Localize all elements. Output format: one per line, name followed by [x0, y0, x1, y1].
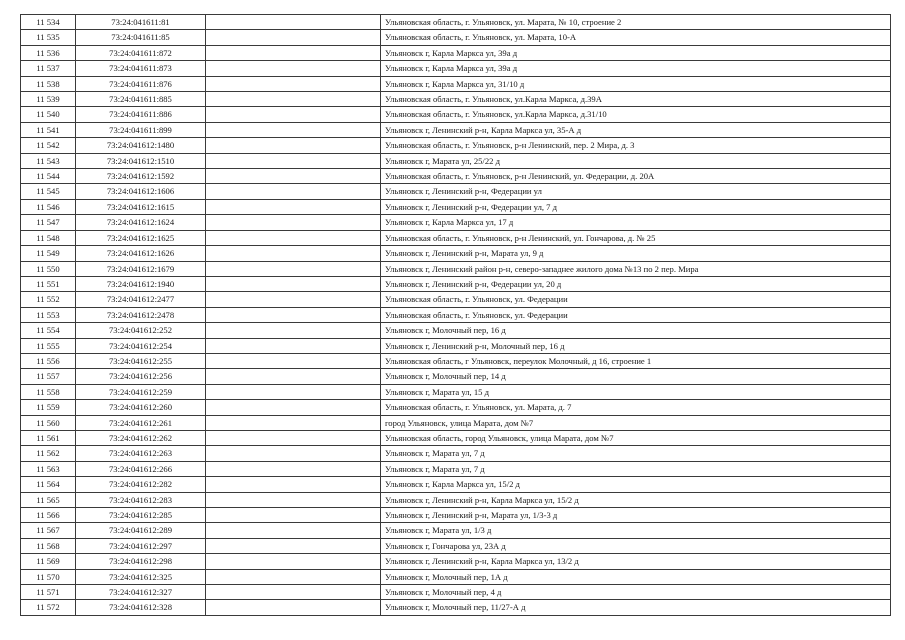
table-row: [21, 400, 891, 415]
address-cell: Ульяновская область, г. Ульяновск, ул. Марата, д. 7: [381, 400, 891, 415]
empty-cell: [206, 15, 381, 30]
row-number-cell: 11 534: [21, 15, 76, 30]
table-row: [21, 430, 891, 445]
address-cell: Ульяновск г, Марата ул, 7 д: [381, 461, 891, 476]
cadastral-number-cell: 73:24:041611:85: [76, 30, 206, 45]
row-number-cell: 11 572: [21, 600, 76, 615]
cadastral-number-cell: 73:24:041611:886: [76, 107, 206, 122]
cadastral-number-cell: 73:24:041612:328: [76, 600, 206, 615]
row-number-cell: 11 561: [21, 430, 76, 445]
table-row: [21, 230, 891, 245]
row-number-cell: 11 563: [21, 461, 76, 476]
table-row: [21, 199, 891, 214]
cadastral-number-cell: 73:24:041612:327: [76, 585, 206, 600]
cadastral-number-cell: 73:24:041612:256: [76, 369, 206, 384]
row-number-cell: 11 543: [21, 153, 76, 168]
row-number-cell: 11 540: [21, 107, 76, 122]
cadastral-number-cell: 73:24:041612:1625: [76, 230, 206, 245]
cadastral-number-cell: 73:24:041612:1606: [76, 184, 206, 199]
address-cell: Ульяновск г, Карла Маркса ул, 15/2 д: [381, 477, 891, 492]
row-number-cell: 11 538: [21, 76, 76, 91]
cadastral-number-cell: 73:24:041612:1624: [76, 215, 206, 230]
cadastral-number-cell: 73:24:041612:289: [76, 523, 206, 538]
address-cell: Ульяновск г, Ленинский р-н, Федерации ул, 20 д: [381, 276, 891, 291]
cadastral-number-cell: 73:24:041612:1615: [76, 199, 206, 214]
cadastral-number-cell: 73:24:041612:260: [76, 400, 206, 415]
empty-cell: [206, 477, 381, 492]
row-number-cell: 11 558: [21, 384, 76, 399]
row-number-cell: 11 537: [21, 61, 76, 76]
empty-cell: [206, 230, 381, 245]
table-row: [21, 107, 891, 122]
row-number-cell: 11 571: [21, 585, 76, 600]
cadastral-number-cell: 73:24:041611:81: [76, 15, 206, 30]
empty-cell: [206, 76, 381, 91]
empty-cell: [206, 184, 381, 199]
empty-cell: [206, 508, 381, 523]
table-row: [21, 369, 891, 384]
row-number-cell: 11 555: [21, 338, 76, 353]
address-cell: Ульяновск г, Ленинский р-н, Марата ул, 9 д: [381, 246, 891, 261]
table-row: [21, 45, 891, 60]
cadastral-number-cell: 73:24:041612:2477: [76, 292, 206, 307]
address-cell: Ульяновская область, г. Ульяновск, ул. Федерации: [381, 292, 891, 307]
cadastral-number-cell: 73:24:041612:255: [76, 353, 206, 368]
cadastral-number-cell: 73:24:041612:259: [76, 384, 206, 399]
empty-cell: [206, 400, 381, 415]
row-number-cell: 11 547: [21, 215, 76, 230]
empty-cell: [206, 538, 381, 553]
cadastral-number-cell: 73:24:041612:252: [76, 323, 206, 338]
table-row: [21, 523, 891, 538]
table-row: [21, 508, 891, 523]
cadastral-number-cell: 73:24:041612:282: [76, 477, 206, 492]
table-row: [21, 538, 891, 553]
empty-cell: [206, 276, 381, 291]
table-row: [21, 384, 891, 399]
row-number-cell: 11 570: [21, 569, 76, 584]
table-row: [21, 246, 891, 261]
table-row: [21, 569, 891, 584]
table-row: [21, 61, 891, 76]
table-row: [21, 169, 891, 184]
empty-cell: [206, 353, 381, 368]
table-row: [21, 138, 891, 153]
row-number-cell: 11 556: [21, 353, 76, 368]
empty-cell: [206, 492, 381, 507]
empty-cell: [206, 61, 381, 76]
address-cell: Ульяновск г, Марата ул, 25/22 д: [381, 153, 891, 168]
address-cell: Ульяновск г, Молочный пер, 1А д: [381, 569, 891, 584]
row-number-cell: 11 568: [21, 538, 76, 553]
address-cell: Ульяновск г, Карла Маркса ул, 31/10 д: [381, 76, 891, 91]
table-row: [21, 292, 891, 307]
empty-cell: [206, 92, 381, 107]
address-cell: город Ульяновск, улица Марата, дом №7: [381, 415, 891, 430]
cadastral-number-cell: 73:24:041611:876: [76, 76, 206, 91]
table-row: [21, 153, 891, 168]
row-number-cell: 11 545: [21, 184, 76, 199]
empty-cell: [206, 585, 381, 600]
row-number-cell: 11 539: [21, 92, 76, 107]
table-row: [21, 122, 891, 137]
address-cell: Ульяновск г, Карла Маркса ул, 39а д: [381, 61, 891, 76]
table-row: [21, 261, 891, 276]
address-cell: Ульяновск г, Гончарова ул, 23А д: [381, 538, 891, 553]
address-cell: Ульяновская область, г. Ульяновск, ул. Марата, 10-А: [381, 30, 891, 45]
address-cell: Ульяновская область, г. Ульяновск, р-н Ленинский, ул. Федерации, д. 20А: [381, 169, 891, 184]
address-cell: Ульяновск г, Молочный пер, 14 д: [381, 369, 891, 384]
row-number-cell: 11 535: [21, 30, 76, 45]
table-row: [21, 307, 891, 322]
cadastral-number-cell: 73:24:041612:2478: [76, 307, 206, 322]
row-number-cell: 11 562: [21, 446, 76, 461]
address-cell: Ульяновск г, Молочный пер, 11/27-А д: [381, 600, 891, 615]
empty-cell: [206, 45, 381, 60]
cadastral-number-cell: 73:24:041612:1940: [76, 276, 206, 291]
table-row: [21, 585, 891, 600]
cadastral-number-cell: 73:24:041612:1592: [76, 169, 206, 184]
empty-cell: [206, 153, 381, 168]
row-number-cell: 11 557: [21, 369, 76, 384]
table-row: [21, 492, 891, 507]
row-number-cell: 11 544: [21, 169, 76, 184]
address-cell: Ульяновская область, г Ульяновск, переулок Молочный, д 16, строение 1: [381, 353, 891, 368]
table-row: [21, 353, 891, 368]
address-cell: Ульяновская область, г. Ульяновск, ул. Федерации: [381, 307, 891, 322]
row-number-cell: 11 553: [21, 307, 76, 322]
address-cell: Ульяновск г, Ленинский р-н, Молочный пер, 16 д: [381, 338, 891, 353]
table-row: [21, 461, 891, 476]
empty-cell: [206, 446, 381, 461]
row-number-cell: 11 552: [21, 292, 76, 307]
cadastral-number-cell: 73:24:041611:872: [76, 45, 206, 60]
table-row: [21, 15, 891, 30]
cadastral-number-cell: 73:24:041611:873: [76, 61, 206, 76]
empty-cell: [206, 122, 381, 137]
row-number-cell: 11 567: [21, 523, 76, 538]
row-number-cell: 11 560: [21, 415, 76, 430]
empty-cell: [206, 307, 381, 322]
registry-table-body: [21, 15, 891, 616]
cadastral-number-cell: 73:24:041611:899: [76, 122, 206, 137]
address-cell: Ульяновск г, Марата ул, 7 д: [381, 446, 891, 461]
table-row: [21, 446, 891, 461]
row-number-cell: 11 546: [21, 199, 76, 214]
empty-cell: [206, 461, 381, 476]
row-number-cell: 11 548: [21, 230, 76, 245]
empty-cell: [206, 338, 381, 353]
empty-cell: [206, 369, 381, 384]
empty-cell: [206, 215, 381, 230]
cadastral-number-cell: 73:24:041612:263: [76, 446, 206, 461]
address-cell: Ульяновск г, Марата ул, 15 д: [381, 384, 891, 399]
table-row: [21, 323, 891, 338]
cadastral-number-cell: 73:24:041612:266: [76, 461, 206, 476]
empty-cell: [206, 246, 381, 261]
cadastral-number-cell: 73:24:041612:297: [76, 538, 206, 553]
empty-cell: [206, 415, 381, 430]
empty-cell: [206, 384, 381, 399]
empty-cell: [206, 554, 381, 569]
empty-cell: [206, 523, 381, 538]
table-row: [21, 276, 891, 291]
address-cell: Ульяновская область, г. Ульяновск, р-н Ленинский, пер. 2 Мира, д. 3: [381, 138, 891, 153]
cadastral-number-cell: 73:24:041612:325: [76, 569, 206, 584]
address-cell: Ульяновск г, Ленинский р-н, Карла Маркса ул, 15/2 д: [381, 492, 891, 507]
row-number-cell: 11 550: [21, 261, 76, 276]
empty-cell: [206, 323, 381, 338]
address-cell: Ульяновская область, г. Ульяновск, ул. Марата, № 10, строение 2: [381, 15, 891, 30]
row-number-cell: 11 569: [21, 554, 76, 569]
address-cell: Ульяновск г, Карла Маркса ул, 17 д: [381, 215, 891, 230]
table-row: [21, 338, 891, 353]
table-row: [21, 215, 891, 230]
address-cell: Ульяновск г, Молочный пер, 16 д: [381, 323, 891, 338]
address-cell: Ульяновск г, Ленинский р-н, Федерации ул: [381, 184, 891, 199]
row-number-cell: 11 566: [21, 508, 76, 523]
address-cell: Ульяновск г, Ленинский р-н, Федерации ул, 7 д: [381, 199, 891, 214]
table-row: [21, 415, 891, 430]
cadastral-number-cell: 73:24:041612:262: [76, 430, 206, 445]
address-cell: Ульяновская область, г. Ульяновск, ул.Карла Маркса, д.31/10: [381, 107, 891, 122]
address-cell: Ульяновская область, город Ульяновск, улица Марата, дом №7: [381, 430, 891, 445]
address-cell: Ульяновск г, Молочный пер, 4 д: [381, 585, 891, 600]
cadastral-number-cell: 73:24:041612:283: [76, 492, 206, 507]
cadastral-number-cell: 73:24:041612:1626: [76, 246, 206, 261]
table-row: [21, 600, 891, 615]
empty-cell: [206, 430, 381, 445]
table-row: [21, 92, 891, 107]
row-number-cell: 11 554: [21, 323, 76, 338]
empty-cell: [206, 30, 381, 45]
empty-cell: [206, 169, 381, 184]
table-row: [21, 554, 891, 569]
empty-cell: [206, 138, 381, 153]
table-row: [21, 184, 891, 199]
cadastral-number-cell: 73:24:041612:254: [76, 338, 206, 353]
row-number-cell: 11 542: [21, 138, 76, 153]
empty-cell: [206, 107, 381, 122]
table-row: [21, 477, 891, 492]
cadastral-number-cell: 73:24:041612:1480: [76, 138, 206, 153]
row-number-cell: 11 536: [21, 45, 76, 60]
empty-cell: [206, 600, 381, 615]
address-cell: Ульяновская область, г. Ульяновск, ул.Карла Маркса, д.39А: [381, 92, 891, 107]
empty-cell: [206, 292, 381, 307]
cadastral-number-cell: 73:24:041612:1510: [76, 153, 206, 168]
address-cell: Ульяновск г, Ленинский р-н, Карла Маркса ул, 35-А д: [381, 122, 891, 137]
table-row: [21, 76, 891, 91]
address-cell: Ульяновск г, Ленинский район р-н, северо-западнее жилого дома №13 по 2 пер. Мира: [381, 261, 891, 276]
row-number-cell: 11 541: [21, 122, 76, 137]
address-cell: Ульяновская область, г. Ульяновск, р-н Ленинский, ул. Гончарова, д. № 25: [381, 230, 891, 245]
row-number-cell: 11 565: [21, 492, 76, 507]
empty-cell: [206, 261, 381, 276]
cadastral-number-cell: 73:24:041612:298: [76, 554, 206, 569]
address-cell: Ульяновск г, Ленинский р-н, Марата ул, 1/3-3 д: [381, 508, 891, 523]
row-number-cell: 11 549: [21, 246, 76, 261]
address-cell: Ульяновск г, Карла Маркса ул, 39а д: [381, 45, 891, 60]
empty-cell: [206, 569, 381, 584]
cadastral-number-cell: 73:24:041612:261: [76, 415, 206, 430]
row-number-cell: 11 564: [21, 477, 76, 492]
empty-cell: [206, 199, 381, 214]
row-number-cell: 11 551: [21, 276, 76, 291]
row-number-cell: 11 559: [21, 400, 76, 415]
cadastral-number-cell: 73:24:041611:885: [76, 92, 206, 107]
address-cell: Ульяновск г, Марата ул, 1/3 д: [381, 523, 891, 538]
address-cell: Ульяновск г, Ленинский р-н, Карла Маркса ул, 13/2 д: [381, 554, 891, 569]
cadastral-number-cell: 73:24:041612:1679: [76, 261, 206, 276]
registry-table: [20, 14, 891, 616]
table-row: [21, 30, 891, 45]
cadastral-number-cell: 73:24:041612:285: [76, 508, 206, 523]
